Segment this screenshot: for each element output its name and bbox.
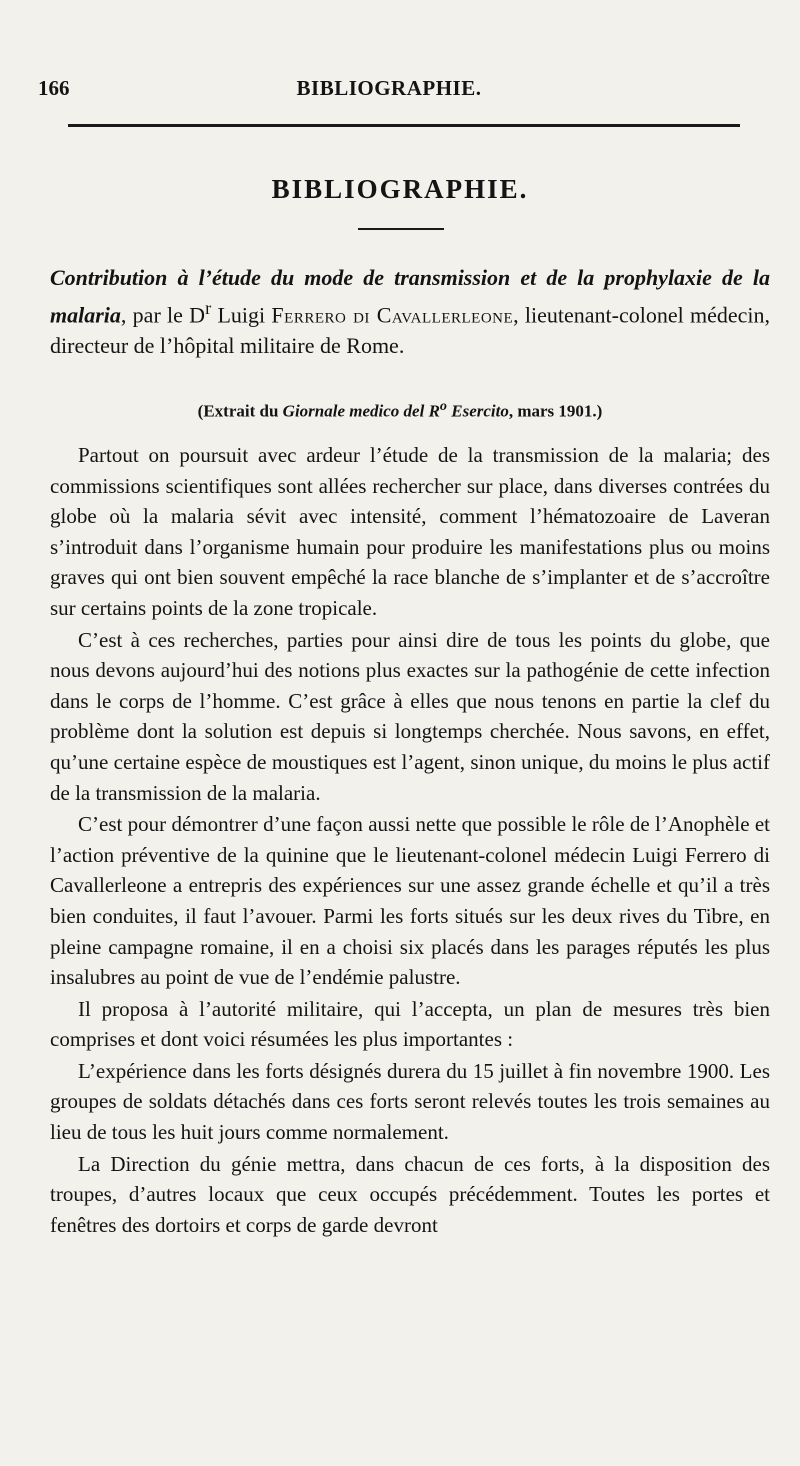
author-last-name: Ferrero di Cavallerleone	[271, 302, 514, 328]
author-first-name: Luigi	[217, 302, 266, 328]
journal-name: Giornale medico del R	[282, 401, 440, 421]
running-head	[38, 76, 740, 104]
journal-sup: o	[439, 398, 447, 414]
excerpt-prefix: (Extrait du	[197, 401, 279, 421]
page-number: 166	[38, 76, 70, 100]
citation-rest: , lieutenant-colonel médecin, directeur de l’hôpital militaire de Rome.	[50, 302, 771, 359]
running-title: BIBLIOGRAPHIE.	[296, 76, 482, 100]
paragraph: C’est pour démontrer d’une façon aussi nette que possible le rôle de l’Anophèle et l’action préventive de la quinine que le lieutenant-colonel médecin Luigi Ferrero di Cavallerleone a entrepris des expériences sur une assez grande échelle et qu’il a très bien conduites, il faut l’avouer. Parmi les forts situés sur les deux rives du Tibre, en pleine campagne romaine, il en a choisi six placés dans les parages réputés les plus insalubres au point de vue de l’endémie palustre.	[50, 812, 770, 990]
paragraph: Partout on poursuit avec ardeur l’étude de la transmission de la malaria; des commissions scientifiques sont allées rechercher sur place, dans diverses contrées du globe où la malaria sévit avec intensité, comment l’hématozoaire de Laveran s’introduit dans l’organisme humain pour produire les manifestations plus ou moins graves qui ont bien souvent empêché la race blanche de s’implanter et de s’accroître sur certains points de la zone tropicale.	[50, 443, 770, 620]
journal-name-end: Esercito	[451, 401, 509, 421]
bibliographic-citation	[50, 262, 770, 361]
paragraph: Il proposa à l’autorité militaire, qui l’accepta, un plan de mesures très bien comprises et dont voici résumées les plus importantes :	[50, 996, 770, 1052]
paragraph: La Direction du génie mettra, dans chacun de ces forts, à la disposition des troupes, d’autres locaux que ceux occupés précédemment. Toutes les portes et fenêtres des dortoirs et corps de garde devront	[50, 1151, 770, 1237]
citation-dr-sup: r	[205, 298, 212, 318]
citation-by: , par le D	[120, 302, 206, 328]
title-rule	[358, 228, 444, 230]
paragraph: L’expérience dans les forts désignés durera du 15 juillet à fin novembre 1900. Les groupes de soldats détachés dans ces forts seront relevés toutes les trois semaines au lieu de tous les huit jours comme normalement.	[50, 1058, 770, 1145]
paragraph: C’est à ces recherches, parties pour ainsi dire de tous les points du globe, que nous devons aujourd’hui des notions plus exactes sur la pathogénie de cette infection dans le corps de l’homme. C’est grâce à elles que nous tenons en partie la clef du problème dont la solution est depuis si longtemps cherchée. Nous savons, en effet, qu’une certaine espèce de moustiques est l’agent, sinon unique, du moins le plus actif de la transmission de la malaria.	[50, 627, 770, 805]
section-title: BIBLIOGRAPHIE.	[271, 174, 529, 204]
header-rule	[68, 124, 740, 127]
work-title: Contribution à l’étude du mode de transmission et de la prophylaxie de la malaria	[50, 265, 770, 328]
excerpt-source	[0, 398, 800, 422]
body-text	[50, 440, 770, 1240]
excerpt-suffix: , mars 1901.)	[508, 401, 603, 421]
